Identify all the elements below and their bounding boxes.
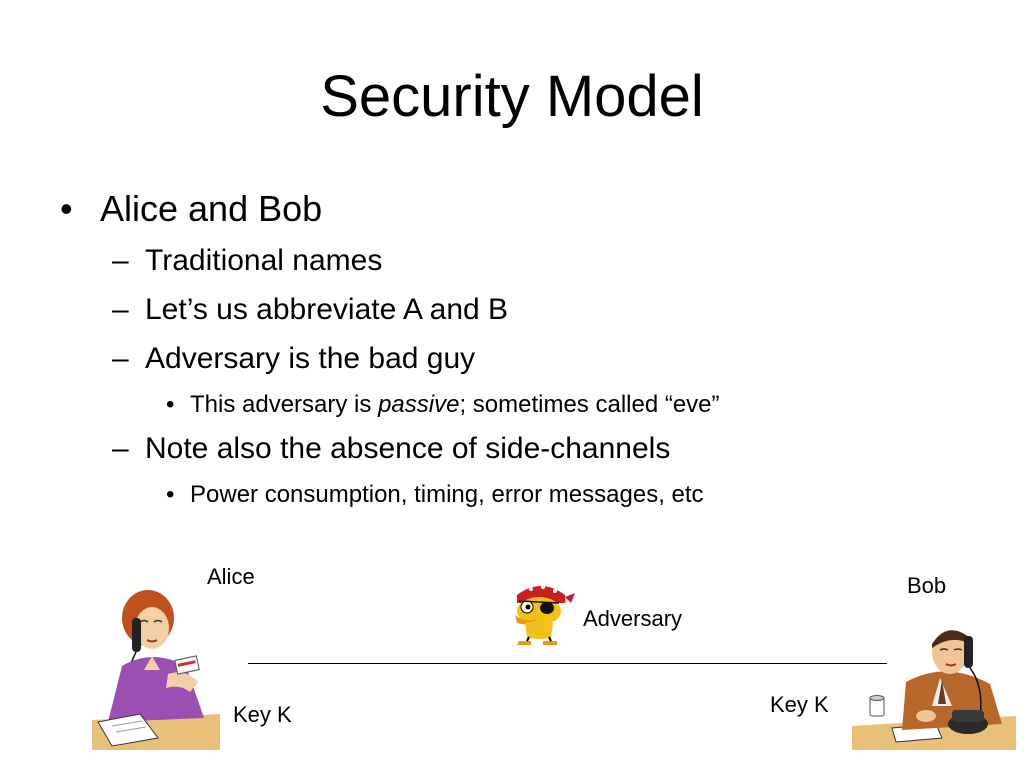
sub-bullet-text: Let’s us abbreviate A and B [145, 293, 509, 326]
dash-marker: – [112, 342, 129, 375]
sub-bullet-side-channels [112, 432, 670, 466]
alice-key-label: Key K [233, 702, 292, 727]
sub-sub-bullet-text: Power consumption, timing, error messages, etc [190, 481, 704, 508]
bob-key-label: Key K [770, 692, 829, 717]
sub-sub-bullet-passive [166, 391, 720, 419]
bullet-marker: • [60, 188, 73, 229]
text-before: This adversary is [190, 391, 379, 418]
sub-bullet-text: Adversary is the bad guy [145, 342, 476, 375]
sub-bullet-text: Note also the absence of side-channels [145, 432, 671, 465]
sub-bullet-abbreviate [112, 293, 508, 327]
dash-marker: – [112, 293, 129, 326]
dash-marker: – [112, 432, 129, 465]
bullet-marker: • [166, 391, 175, 418]
sub-sub-bullet-power [166, 481, 704, 509]
alice-label: Alice [207, 564, 255, 589]
slide-title: Security Model [320, 64, 704, 129]
adversary-label: Adversary [583, 606, 683, 631]
alice-on-phone-icon [92, 588, 220, 750]
passive-emphasis: passive [378, 391, 460, 418]
bullet-alice-and-bob [60, 188, 322, 230]
communication-channel-line [248, 663, 887, 664]
bob-label: Bob [907, 573, 947, 598]
dash-marker: – [112, 244, 129, 277]
sub-bullet-traditional-names [112, 244, 382, 278]
text-after: ; sometimes called “eve” [459, 391, 720, 418]
sub-bullet-text: Traditional names [145, 244, 383, 277]
sub-bullet-adversary [112, 342, 475, 376]
bob-on-phone-icon [852, 620, 1016, 750]
pirate-adversary-icon [503, 579, 575, 647]
bullet-text: Alice and Bob [100, 188, 323, 229]
bullet-marker: • [166, 481, 175, 508]
